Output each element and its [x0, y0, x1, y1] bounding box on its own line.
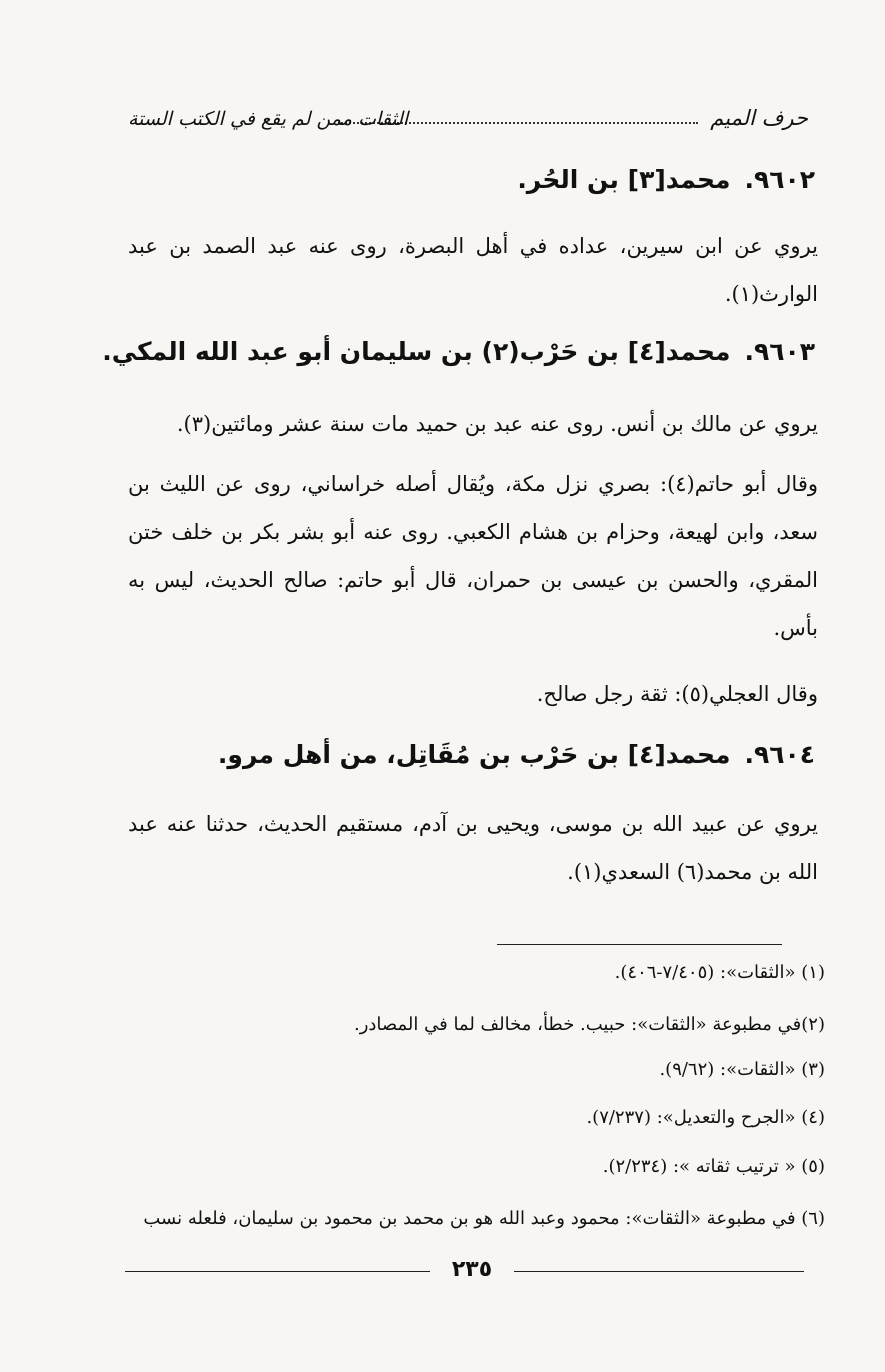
footer-rule-right [514, 1271, 804, 1272]
entry-heading [218, 740, 815, 769]
footnote: (٣) «الثقات»: (٩/٦٢). [659, 1059, 825, 1080]
entry-name: محمد[٤] بن حَرْب بن مُقَاتِل، من أهل مرو. [217, 740, 731, 769]
footnote: (١) «الثقات»: (٧/٤٠٥-٤٠٦). [614, 962, 825, 983]
footnote: (٦) في مطبوعة «الثقات»: محمود وعبد الله هو بن محمد بن محمود بن سليمان، فلعله نسب [143, 1208, 825, 1229]
entry-paragraph: وقال أبو حاتم(٤): بصري نزل مكة، ويُقال أصله خراساني، روى عن الليث بن سعد، وابن لهيعة، وحزام بن هشام الكعبي. روى عنه أبو بشر بكر بن خلف ختن المقري، والحسن بن عيسى بن حمران، قال أبو حاتم: صالح الحديث، ليس به بأس. [128, 472, 818, 640]
page-number: ٢٣٥ [432, 1257, 512, 1297]
entry-paragraph: يروي عن مالك بن أنس. روى عنه عبد بن حميد مات سنة عشر ومائتين(٣). [176, 412, 818, 436]
footer-rule-left [125, 1271, 430, 1272]
entry-paragraph: وقال العجلي(٥): ثقة رجل صالح. [536, 682, 818, 706]
running-header [128, 100, 808, 140]
footnote: (٢)في مطبوعة «الثقات»: حبيب. خطأ، مخالف لما في المصادر. [353, 1014, 825, 1035]
entry-paragraph: يروي عن عبيد الله بن موسى، ويحيى بن آدم، مستقيم الحديث، حدثنا عنه عبد الله بن محمد(٦) السعدي(١). [128, 812, 818, 884]
entry-heading [102, 337, 815, 366]
entry-paragraph: يروي عن ابن سيرين، عداده في أهل البصرة، روى عنه عبد الصمد بن عبد الوارث(١). [128, 234, 818, 306]
book-section-title: الثقات ممن لم يقع في الكتب الستة [128, 108, 409, 130]
footnote: (٤) «الجرح والتعديل»: (٧/٢٣٧). [586, 1107, 825, 1128]
entry-number: ٩٦٠٢. [744, 165, 815, 194]
footnote-separator [497, 944, 782, 945]
footnote: (٥) « ترتيب ثقاته »: (٢/٢٣٤). [602, 1156, 825, 1177]
entry-name: محمد[٤] بن حَرْب(٢) بن سليمان أبو عبد الله المكي. [102, 337, 731, 366]
entry-heading [517, 165, 815, 194]
entry-number: ٩٦٠٣. [744, 337, 815, 366]
entry-name: محمد[٣] بن الحُر. [517, 165, 731, 194]
entry-number: ٩٦٠٤. [744, 740, 815, 769]
chapter-title: حرف الميم [710, 106, 808, 130]
